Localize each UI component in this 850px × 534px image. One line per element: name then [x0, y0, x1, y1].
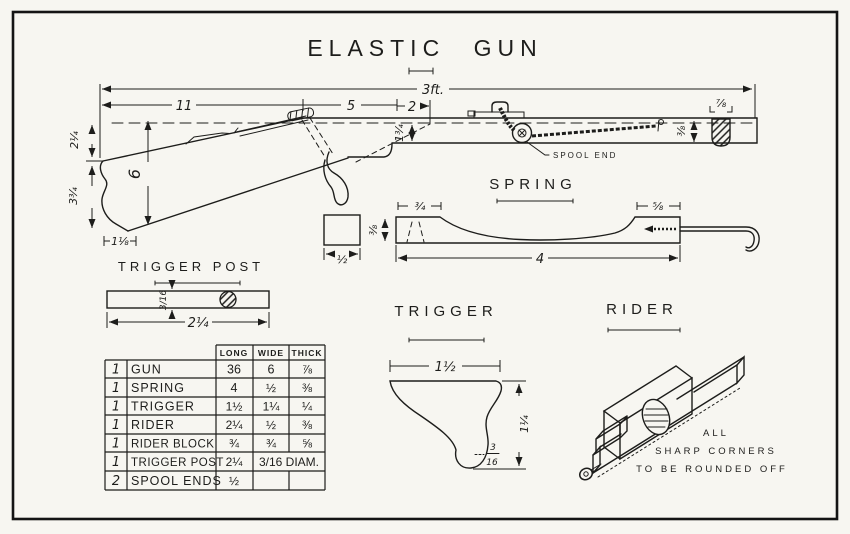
- table-cell: 2¼: [225, 418, 243, 432]
- dim-mid-length: 5: [346, 99, 356, 114]
- table-cell: 3/16 DIAM.: [258, 455, 320, 469]
- table-cell: 1: [111, 381, 121, 396]
- table-row: [112, 363, 313, 378]
- dim-butt-toe: 1⅛: [111, 235, 129, 248]
- col-header-thick: THICK: [291, 348, 323, 358]
- spring-hole-hidden: [407, 222, 424, 242]
- table-cell: 1: [111, 418, 121, 433]
- rider-title-underline: [608, 328, 680, 332]
- note-line-3: TO BE ROUNDED OFF: [636, 464, 788, 475]
- table-cell: 2: [111, 474, 121, 489]
- table-cell: TRIGGER: [131, 399, 195, 414]
- rider-block-section: [712, 119, 730, 146]
- table-cell: ⅜: [301, 418, 313, 432]
- stock-butt-edge: [100, 161, 128, 231]
- stock-bottom-edge: [128, 158, 348, 231]
- table-cell: 1: [111, 399, 121, 415]
- trigger-recess-edge: [348, 144, 392, 157]
- table-cell: 1¼: [262, 399, 280, 414]
- trigger-post-title: TRIGGER POST: [117, 259, 265, 274]
- note-line-2: SHARP CORNERS: [655, 446, 777, 457]
- table-cell: SPRING: [131, 381, 185, 395]
- dim-trigger-tip-den: 16: [486, 458, 498, 468]
- dim-trigger-height: 1¼: [518, 415, 531, 433]
- note-line-1: ALL: [703, 428, 729, 439]
- table-row: [112, 437, 313, 452]
- elastic-band: [532, 126, 656, 136]
- table-row: [112, 400, 313, 415]
- dim-spring-height: ⅜: [367, 224, 380, 236]
- table-cell: 4: [230, 381, 238, 395]
- dim-spring-length: 4: [535, 252, 545, 267]
- spring-side-view: [396, 217, 680, 243]
- table-cell: RIDER BLOCK: [131, 438, 215, 451]
- table-cell: 2¼: [225, 455, 243, 469]
- table-cell: 1: [111, 362, 121, 378]
- rider-hole: [638, 396, 675, 439]
- dim-spring-right-pad: ⅝: [652, 200, 664, 213]
- spring-wire-hook: [680, 227, 759, 251]
- parts-table: [105, 345, 325, 490]
- dim-muzzle-depth: ⅜: [675, 125, 688, 137]
- spring-end-view: [324, 215, 360, 245]
- table-cell: ⅞: [301, 362, 313, 377]
- barrel-bottom-edge: [392, 118, 757, 143]
- spool-end-label: SPOOL END: [553, 151, 618, 160]
- dim-spring-end: ½: [336, 253, 348, 266]
- trigger-title: TRIGGER: [394, 303, 498, 320]
- rider-title: RIDER: [606, 301, 678, 318]
- dim-barrel-depth: 1¾: [393, 124, 406, 142]
- table-cell: 6: [267, 362, 275, 377]
- trigger-ghost-profile: [324, 152, 348, 205]
- trigger-profile: [390, 381, 501, 468]
- table-row: [112, 474, 239, 489]
- dim-trigger-width: 1½: [434, 360, 456, 375]
- col-header-long: LONG: [219, 348, 249, 358]
- table-cell: ⅝: [301, 436, 313, 451]
- table-cell: ¼: [301, 399, 313, 414]
- dim-butt-lower: 3¾: [67, 187, 80, 205]
- dim-stock-length: 11: [175, 99, 193, 114]
- dim-butt-upper: 2¼: [68, 131, 81, 149]
- trigger-detail-drawing: [390, 303, 531, 469]
- spring-title-underline: [497, 199, 573, 203]
- dim-post-diameter: 3/16: [159, 289, 169, 311]
- rider-drawing: [578, 301, 788, 482]
- table-cell: ½: [265, 418, 277, 432]
- trigger-post-body: [107, 289, 269, 311]
- table-cell: RIDER: [131, 418, 175, 432]
- trigger-post-underline: [155, 281, 240, 285]
- dim-step-length: 2: [407, 100, 417, 115]
- stock-top-edge: [103, 118, 302, 161]
- dim-post-length: 2¼: [187, 316, 209, 331]
- table-cell: ½: [265, 381, 277, 395]
- title-scale-mark: [409, 68, 433, 74]
- table-row: [112, 381, 313, 396]
- dim-overall-length: 3ft.: [421, 83, 445, 98]
- page-title: ELASTIC GUN: [307, 35, 543, 61]
- dim-stock-depth: 6: [125, 168, 144, 180]
- table-cell: SPOOL ENDS: [131, 474, 222, 488]
- table-cell: 36: [227, 362, 241, 377]
- table-row: [112, 418, 313, 433]
- dim-spring-left-pad: ¾: [414, 200, 426, 213]
- dim-trigger-tip-num: 3: [490, 443, 496, 453]
- table-cell: ¾: [228, 436, 240, 451]
- table-row: [112, 455, 319, 470]
- dim-muzzle-width: ⅞: [715, 97, 727, 110]
- dowel-section: [220, 292, 236, 308]
- trigger-hidden-lines: [302, 118, 430, 162]
- table-cell: 1: [111, 455, 121, 470]
- spring-drawing: [324, 176, 759, 267]
- table-cell: ⅜: [301, 381, 313, 395]
- table-cell: 1½: [225, 399, 243, 414]
- spool-assembly: [468, 102, 664, 160]
- table-cell: TRIGGER POST: [131, 457, 224, 469]
- spool-leader-line: [527, 142, 549, 155]
- wire-embed-arrow: [644, 226, 653, 233]
- trigger-post-drawing: [107, 259, 269, 331]
- table-cell: 1: [111, 436, 121, 452]
- col-header-wide: WIDE: [257, 348, 285, 358]
- table-cell: GUN: [131, 362, 162, 377]
- trigger-title-underline: [409, 338, 484, 342]
- table-cell: ½: [228, 474, 240, 488]
- table-cell: ¾: [265, 436, 277, 451]
- spring-title: SPRING: [489, 176, 577, 193]
